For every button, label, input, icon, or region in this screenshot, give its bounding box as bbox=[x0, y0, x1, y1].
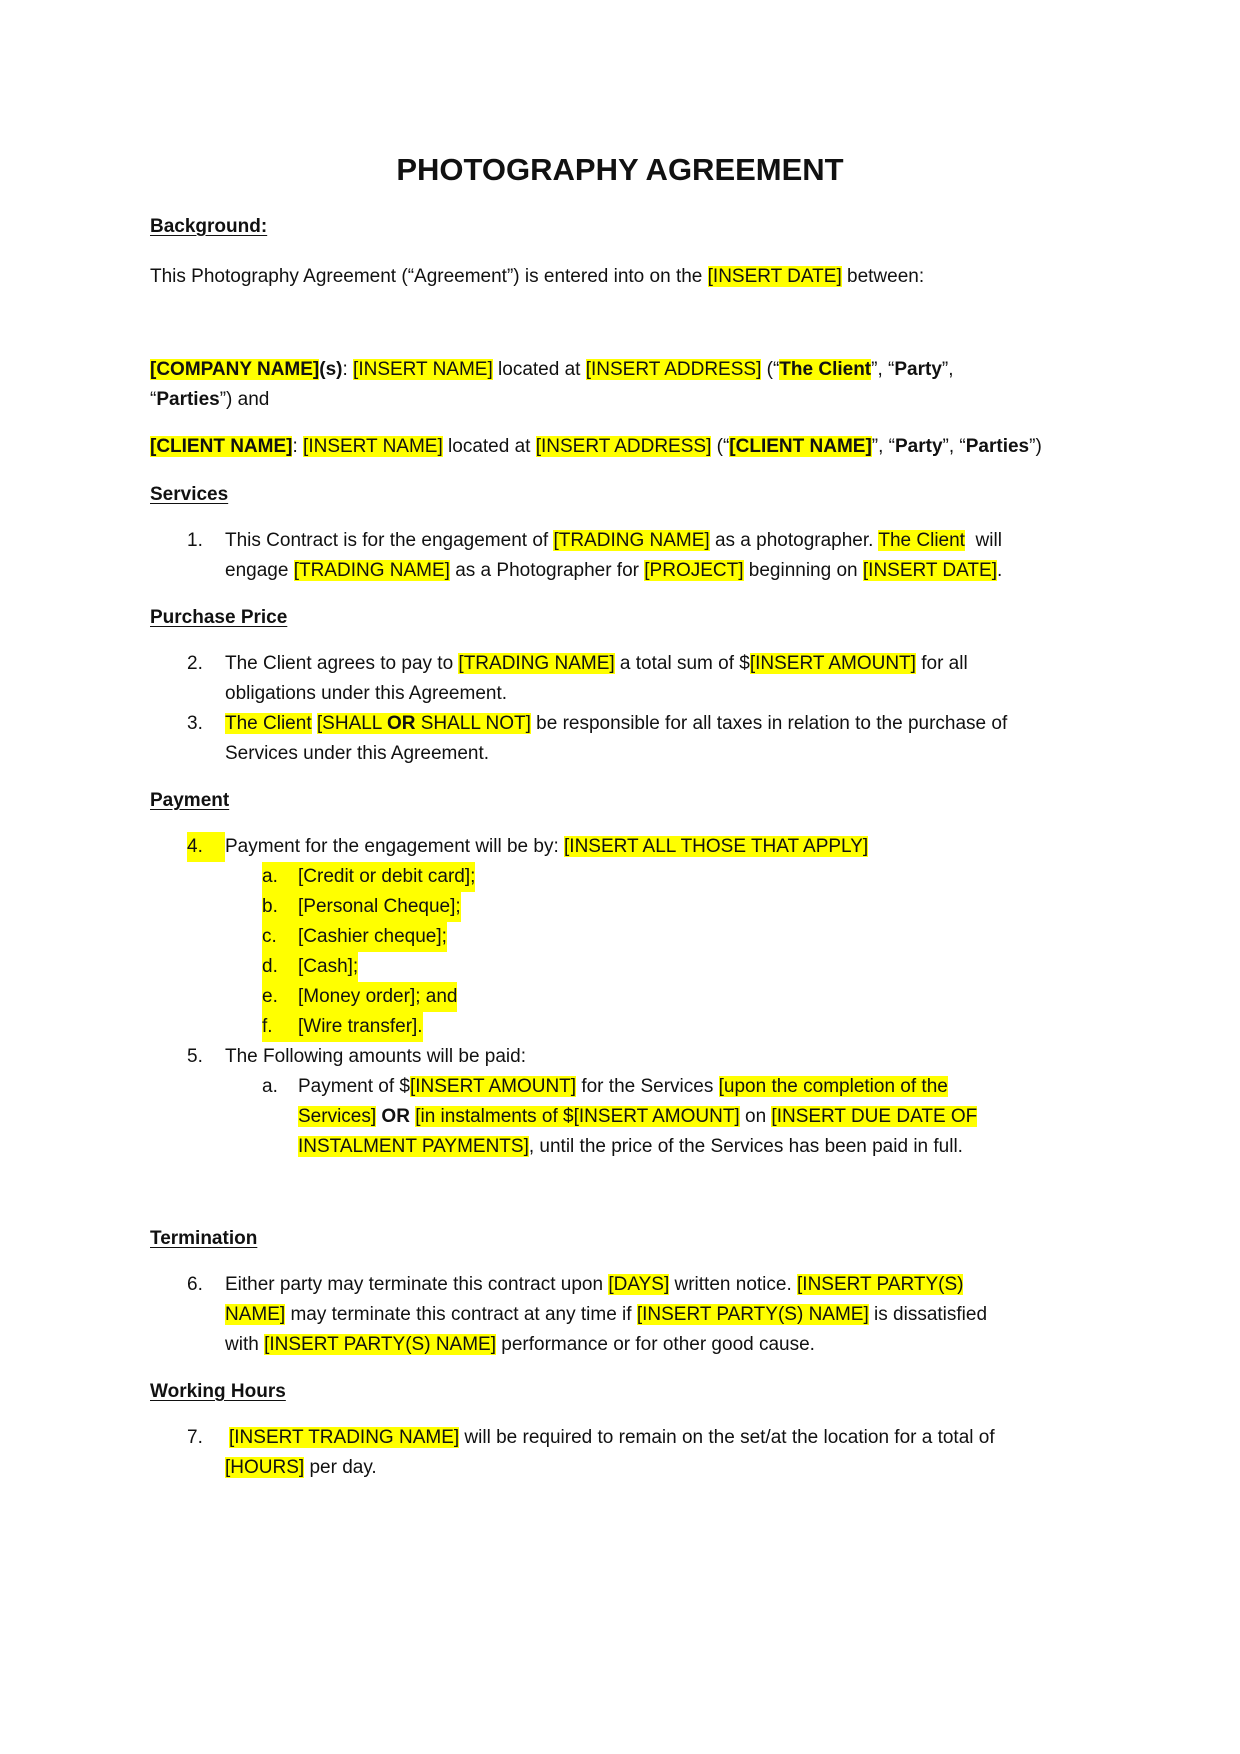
text: “ bbox=[150, 389, 157, 410]
placeholder-shall-or-shall-not bbox=[317, 713, 531, 734]
or-text: OR bbox=[386, 713, 416, 734]
alias-the-client: The Client bbox=[779, 359, 872, 380]
working-hours-line1 bbox=[229, 1423, 995, 1453]
item-number: 1. bbox=[187, 530, 203, 551]
text: This Contract is for the engagement of bbox=[225, 530, 554, 551]
text: a total sum of $ bbox=[614, 653, 750, 674]
option-text: [Credit or debit card]; bbox=[298, 866, 476, 887]
text: as a Photographer for bbox=[449, 560, 645, 581]
text: will bbox=[964, 530, 1002, 551]
text: [SHALL bbox=[316, 713, 387, 734]
heading-payment: Payment bbox=[150, 790, 230, 811]
alias-parties: Parties bbox=[965, 436, 1030, 457]
services-item1-line1 bbox=[225, 526, 1002, 556]
placeholder-hours: [HOURS] bbox=[225, 1457, 305, 1478]
payment-sub-line2 bbox=[298, 1102, 977, 1132]
placeholder-party-name: [INSERT PARTY(S) NAME] bbox=[636, 1304, 869, 1325]
text: ”, bbox=[941, 359, 954, 380]
purchase-item3-line2: Services under this Agreement. bbox=[225, 743, 490, 764]
option-letter: b. bbox=[262, 896, 278, 917]
working-hours-line2 bbox=[225, 1453, 377, 1483]
alias-client-name: [CLIENT NAME] bbox=[729, 436, 872, 457]
text: Payment for the engagement will be by: bbox=[225, 836, 565, 857]
placeholder-insert-all-that-apply: [INSERT ALL THOSE THAT APPLY] bbox=[564, 836, 869, 857]
text: may terminate this contract at any time if bbox=[285, 1304, 637, 1325]
text: will be required to remain on the set/at the location for a total of bbox=[459, 1427, 995, 1448]
text: The Client agrees to pay to bbox=[225, 653, 459, 674]
heading-services: Services bbox=[150, 484, 229, 505]
text: ”) and bbox=[219, 389, 270, 410]
placeholder-upon-completion-end: Services] bbox=[298, 1106, 377, 1127]
text: with bbox=[225, 1334, 265, 1355]
placeholder-insert-trading-name: [INSERT TRADING NAME] bbox=[229, 1427, 460, 1448]
payment-option bbox=[262, 862, 475, 892]
purchase-item3-line1 bbox=[225, 709, 1007, 739]
text: as a photographer. bbox=[709, 530, 879, 551]
termination-line2 bbox=[225, 1300, 987, 1330]
text: ”) bbox=[1029, 436, 1042, 457]
text: ”, “ bbox=[942, 436, 966, 457]
placeholder-the-client: The Client bbox=[878, 530, 965, 551]
placeholder-party-name-end: NAME] bbox=[225, 1304, 286, 1325]
intro-paragraph bbox=[150, 262, 924, 292]
placeholder-due-date: [INSERT DUE DATE OF bbox=[771, 1106, 978, 1127]
payment-option bbox=[262, 1012, 423, 1042]
text: . bbox=[996, 560, 1003, 581]
payment-sub-line1 bbox=[298, 1072, 948, 1102]
purchase-item2-line2: obligations under this Agreement. bbox=[225, 683, 508, 704]
heading-purchase-price: Purchase Price bbox=[150, 607, 288, 628]
text: beginning on bbox=[743, 560, 863, 581]
text: located at bbox=[492, 359, 586, 380]
placeholder-trading-name: [TRADING NAME] bbox=[293, 560, 450, 581]
payment-option bbox=[262, 982, 457, 1012]
placeholder-insert-name: [INSERT NAME] bbox=[353, 359, 493, 380]
payment-sub-line3 bbox=[298, 1132, 963, 1162]
placeholder-client-name: [CLIENT NAME] bbox=[150, 436, 293, 457]
option-text: [Wire transfer]. bbox=[298, 1016, 423, 1037]
placeholder-party-name: [INSERT PARTY(S) bbox=[797, 1274, 964, 1295]
option-letter: d. bbox=[262, 956, 278, 977]
text: ”, “ bbox=[871, 359, 895, 380]
colon: : bbox=[292, 436, 304, 457]
item-number: 7. bbox=[187, 1427, 203, 1448]
text: engage bbox=[225, 560, 294, 581]
text: (“ bbox=[711, 436, 730, 457]
placeholder-trading-name: [TRADING NAME] bbox=[553, 530, 710, 551]
payment-option bbox=[262, 922, 447, 952]
alias-party: Party bbox=[894, 359, 942, 380]
text: ”, “ bbox=[871, 436, 895, 457]
item-number: 3. bbox=[187, 713, 203, 734]
text: Payment of $ bbox=[298, 1076, 410, 1097]
text: , until the price of the Services has been paid in full. bbox=[528, 1136, 963, 1157]
purchase-item2-line1 bbox=[225, 649, 968, 679]
text: is dissatisfied bbox=[868, 1304, 988, 1325]
alias-parties: Parties bbox=[156, 389, 220, 410]
placeholder-party-name: [INSERT PARTY(S) NAME] bbox=[264, 1334, 496, 1355]
payment-item4-line bbox=[225, 832, 868, 862]
text: located at bbox=[442, 436, 536, 457]
option-letter: e. bbox=[262, 986, 278, 1007]
placeholder-company-name: [COMPANY NAME] bbox=[150, 359, 320, 380]
heading-background: Background: bbox=[150, 216, 268, 237]
text: SHALL NOT] bbox=[415, 713, 531, 734]
party2-line bbox=[150, 432, 1042, 462]
option-letter: c. bbox=[262, 926, 277, 947]
item-number: 4. bbox=[187, 832, 225, 862]
text: on bbox=[739, 1106, 772, 1127]
placeholder-instalments: [in instalments of $[INSERT AMOUNT] bbox=[415, 1106, 740, 1127]
intro-text: This Photography Agreement (“Agreement”) is entered into on the bbox=[150, 266, 708, 287]
heading-working-hours: Working Hours bbox=[150, 1381, 286, 1402]
item-number: 6. bbox=[187, 1274, 203, 1295]
placeholder-insert-date: [INSERT DATE] bbox=[862, 560, 997, 581]
termination-line1 bbox=[225, 1270, 963, 1300]
intro-text-end: between: bbox=[841, 266, 925, 287]
placeholder-insert-address: [INSERT ADDRESS] bbox=[535, 436, 712, 457]
placeholder-insert-amount: [INSERT AMOUNT] bbox=[409, 1076, 577, 1097]
option-text: [Cash]; bbox=[298, 956, 359, 977]
text: for the Services bbox=[576, 1076, 719, 1097]
placeholder-the-client: The Client bbox=[225, 713, 312, 734]
heading-termination: Termination bbox=[150, 1228, 258, 1249]
payment-item5-line: The Following amounts will be paid: bbox=[225, 1046, 526, 1067]
payment-option bbox=[262, 952, 358, 982]
option-letter: a. bbox=[262, 866, 278, 887]
item-number: 5. bbox=[187, 1046, 203, 1067]
placeholder-insert-address: [INSERT ADDRESS] bbox=[585, 359, 762, 380]
placeholder-days: [DAYS] bbox=[608, 1274, 670, 1295]
party1-line2 bbox=[150, 385, 269, 415]
option-text: [Cashier cheque]; bbox=[298, 926, 447, 947]
alias-party: Party bbox=[895, 436, 943, 457]
text: (“ bbox=[761, 359, 780, 380]
placeholder-project: [PROJECT] bbox=[644, 560, 744, 581]
option-text: [Personal Cheque]; bbox=[298, 896, 461, 917]
text: written notice. bbox=[669, 1274, 798, 1295]
text: performance or for other good cause. bbox=[496, 1334, 815, 1355]
placeholder-trading-name: [TRADING NAME] bbox=[458, 653, 615, 674]
option-letter: f. bbox=[262, 1016, 273, 1037]
placeholder-insert-amount: [INSERT AMOUNT] bbox=[749, 653, 916, 674]
item-number: 2. bbox=[187, 653, 203, 674]
placeholder-insert-date: [INSERT DATE] bbox=[707, 266, 842, 287]
placeholder-upon-completion: [upon the completion of the bbox=[718, 1076, 948, 1097]
or-text: OR bbox=[381, 1106, 410, 1127]
placeholder-insert-name: [INSERT NAME] bbox=[303, 436, 443, 457]
termination-line3 bbox=[225, 1330, 815, 1360]
document-title: PHOTOGRAPHY AGREEMENT bbox=[396, 152, 844, 187]
placeholder-due-date-end: INSTALMENT PAYMENTS] bbox=[298, 1136, 529, 1157]
text: Either party may terminate this contract upon bbox=[225, 1274, 609, 1295]
colon: : bbox=[342, 359, 354, 380]
party1-line1 bbox=[150, 355, 954, 385]
text: for all bbox=[915, 653, 968, 674]
option-text: [Money order]; and bbox=[298, 986, 458, 1007]
plural-suffix: (s) bbox=[319, 359, 343, 380]
sub-letter: a. bbox=[262, 1076, 278, 1097]
text: be responsible for all taxes in relation to the purchase of bbox=[530, 713, 1008, 734]
text: per day. bbox=[304, 1457, 377, 1478]
payment-option bbox=[262, 892, 461, 922]
services-item1-line2 bbox=[225, 556, 1002, 586]
